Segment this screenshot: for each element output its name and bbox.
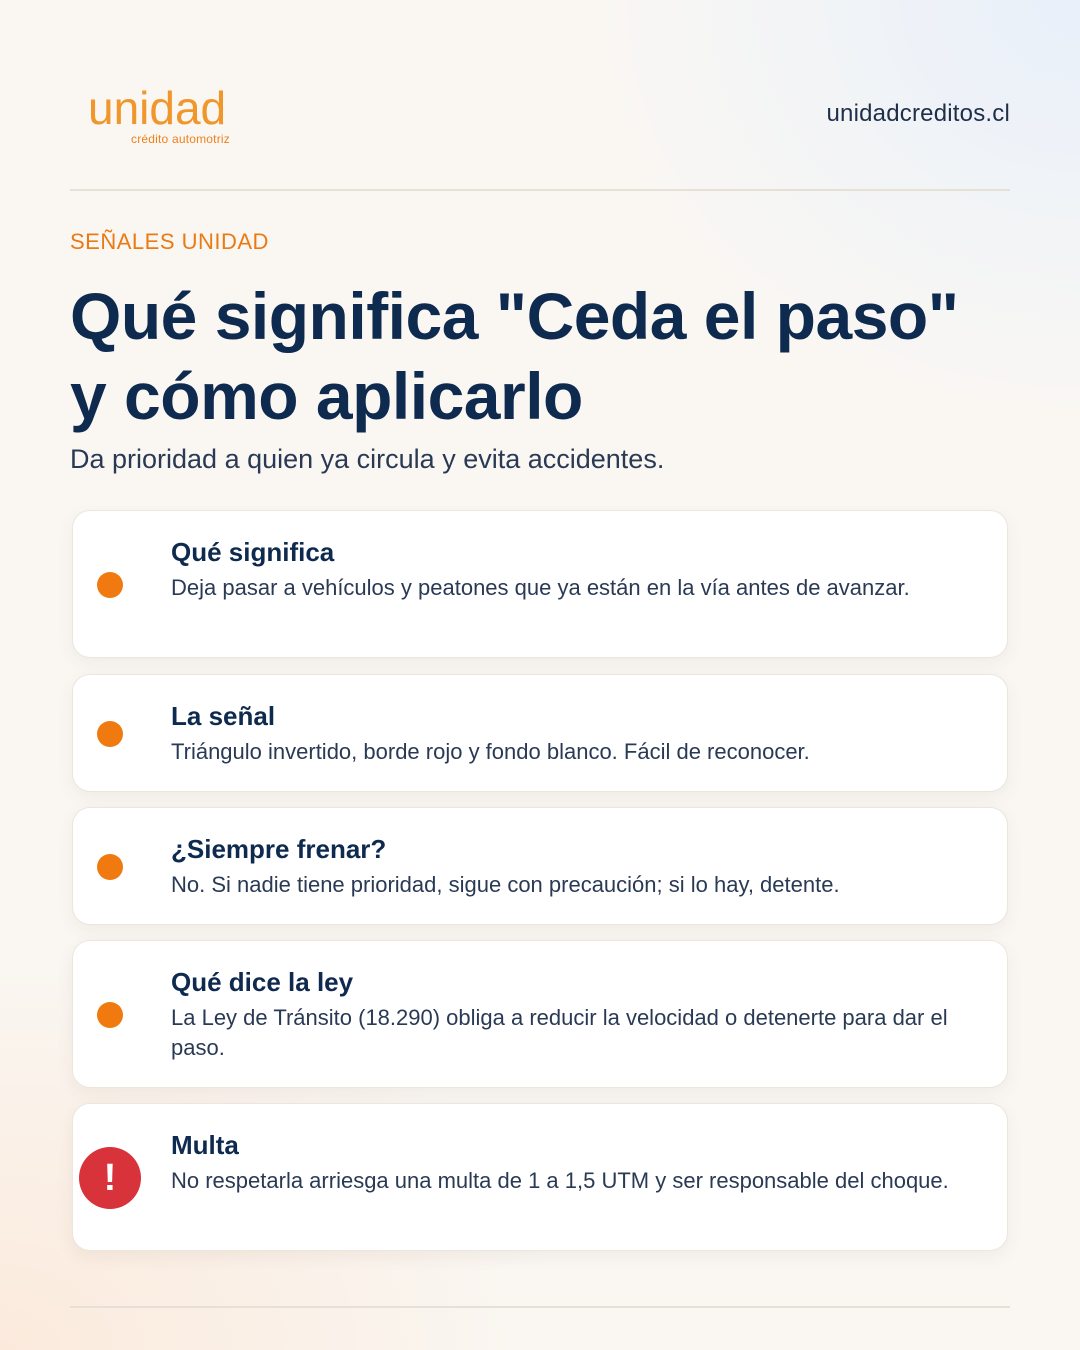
orange-dot-icon: [97, 854, 123, 880]
kicker-label: SEÑALES UNIDAD: [70, 229, 269, 254]
page-title: Qué significa "Ceda el paso" y cómo aplicarlo: [70, 279, 959, 433]
info-card-law: [72, 940, 1008, 1088]
logo-wordmark: unidad: [88, 82, 227, 134]
orange-dot-icon: [97, 572, 123, 598]
card-text: Deja pasar a vehículos y peatones que ya están en la vía antes de avanzar.: [171, 575, 910, 600]
card-title: La señal: [171, 701, 276, 731]
info-card-brake: [72, 807, 1008, 925]
card-text: Triángulo invertido, borde rojo y fondo blanco. Fácil de reconocer.: [171, 739, 810, 764]
card-text: No. Si nadie tiene prioridad, sigue con precaución; si lo hay, detente.: [171, 872, 840, 897]
card-title: ¿Siempre frenar?: [171, 834, 387, 864]
info-card-fine: [72, 1103, 1008, 1251]
card-title: Qué significa: [171, 537, 335, 567]
card-text: La Ley de Tránsito (18.290) obliga a reducir la velocidad o detenerte para dar el paso.: [171, 1005, 948, 1060]
card-title: Qué dice la ley: [171, 967, 354, 997]
site-url[interactable]: unidadcreditos.cl: [826, 100, 1010, 127]
logo-tagline: crédito automotriz: [131, 132, 230, 146]
info-card-sign: [72, 674, 1008, 792]
brand-logo: [88, 82, 248, 148]
page-subtitle: Da prioridad a quien ya circula y evita accidentes.: [70, 444, 665, 474]
alert-exclamation-icon: !: [79, 1147, 141, 1209]
unidad-logo-icon: [88, 82, 248, 134]
bottom-divider: [70, 1306, 1010, 1308]
header: [70, 82, 1010, 152]
orange-dot-icon: [97, 721, 123, 747]
info-card-meaning: [72, 510, 1008, 658]
card-title: Multa: [171, 1130, 239, 1160]
card-text: No respetarla arriesga una multa de 1 a 1,5 UTM y ser responsable del choque.: [171, 1168, 949, 1193]
orange-dot-icon: [97, 1002, 123, 1028]
top-divider: [70, 189, 1010, 191]
